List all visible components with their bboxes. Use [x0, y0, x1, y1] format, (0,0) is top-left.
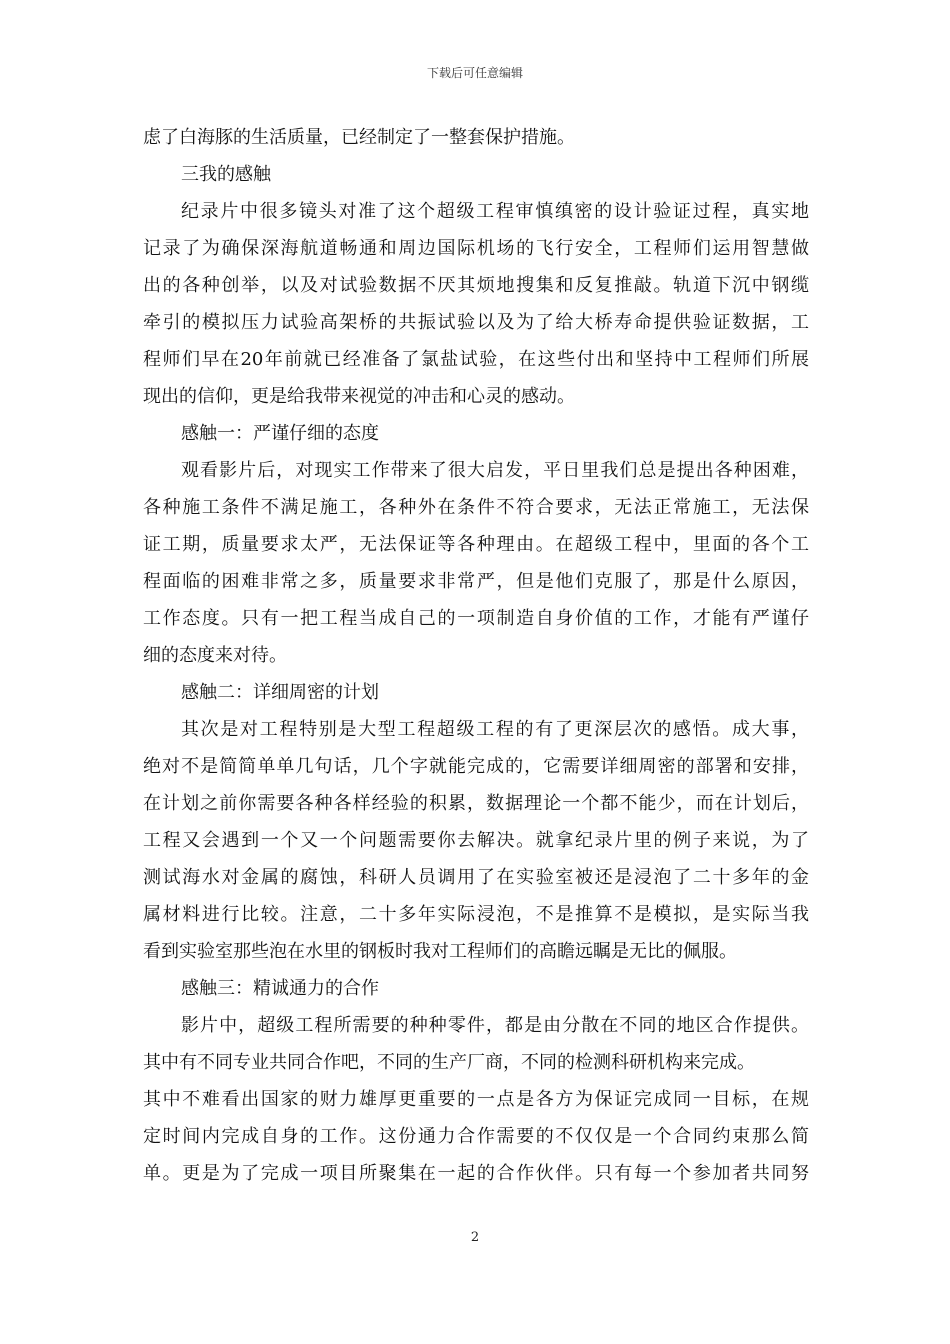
text-line: 程面临的困难非常之多，质量要求非常严，但是他们克服了，那是什么原因， — [143, 571, 809, 592]
page-number: 2 — [470, 1230, 480, 1245]
text-line: 感触三：精诚通力的合作 — [181, 978, 379, 999]
text-line: 证工期，质量要求太严，无法保证等各种理由。在超级工程中，里面的各个工 — [143, 534, 809, 555]
text-line: 感触二：详细周密的计划 — [181, 682, 379, 703]
text-line: 出的各种创举，以及对试验数据不厌其烦地搜集和反复推敲。轨道下沉中钢缆 — [143, 275, 809, 296]
text-line: 虑了白海豚的生活质量，已经制定了一整套保护措施。 — [143, 127, 575, 148]
text-line: 各种施工条件不满足施工，各种外在条件不符合要求，无法正常施工，无法保 — [143, 497, 809, 518]
text-line: 看到实验室那些泡在水里的钢板时我对工程师们的高瞻远瞩是无比的佩服。 — [143, 941, 737, 962]
text-line: 三我的感触 — [181, 164, 271, 185]
text-line: 感触一：严谨仔细的态度 — [181, 423, 379, 444]
text-line: 单。更是为了完成一项目所聚集在一起的合作伙伴。只有每一个参加者共同努 — [143, 1163, 809, 1184]
text-line: 属材料进行比较。注意，二十多年实际浸泡，不是推算不是模拟，是实际当我 — [143, 904, 809, 925]
text-line: 测试海水对金属的腐蚀，科研人员调用了在实验室被还是浸泡了二十多年的金 — [143, 867, 809, 888]
text-line: 牵引的模拟压力试验高架桥的共振试验以及为了给大桥寿命提供验证数据，工 — [143, 312, 809, 333]
text-line: 细的态度来对待。 — [143, 645, 287, 666]
text-line: 其中有不同专业共同合作吧，不同的生产厂商，不同的检测科研机构来完成。 — [143, 1052, 755, 1073]
body-text — [143, 119, 809, 1192]
text-line: 在计划之前你需要各种各样经验的积累，数据理论一个都不能少，而在计划后， — [143, 793, 809, 814]
text-line: 程师们早在20年前就已经准备了氯盐试验，在这些付出和坚持中工程师们所展 — [143, 349, 809, 370]
text-line: 工作态度。只有一把工程当成自己的一项制造自身价值的工作，才能有严谨仔 — [143, 608, 809, 629]
text-line: 影片中，超级工程所需要的种种零件，都是由分散在不同的地区合作提供。 — [181, 1015, 809, 1036]
text-line: 观看影片后，对现实工作带来了很大启发，平日里我们总是提出各种困难， — [181, 460, 809, 481]
page-header: 下载后可任意编辑 — [426, 66, 523, 80]
text-line: 其次是对工程特别是大型工程超级工程的有了更深层次的感悟。成大事， — [181, 719, 809, 740]
text-line: 工程又会遇到一个又一个问题需要你去解决。就拿纪录片里的例子来说，为了 — [143, 830, 809, 851]
text-line: 绝对不是简简单单几句话，几个字就能完成的，它需要详细周密的部署和安排， — [143, 756, 809, 777]
text-line: 现出的信仰，更是给我带来视觉的冲击和心灵的感动。 — [143, 386, 575, 407]
text-line: 记录了为确保深海航道畅通和周边国际机场的飞行安全，工程师们运用智慧做 — [143, 238, 809, 259]
text-line: 纪录片中很多镜头对准了这个超级工程审慎缜密的设计验证过程，真实地 — [181, 201, 809, 222]
text-line: 定时间内完成自身的工作。这份通力合作需要的不仅仅是一个合同约束那么简 — [143, 1126, 809, 1147]
text-line: 其中不难看出国家的财力雄厚更重要的一点是各方为保证完成同一目标，在规 — [143, 1089, 809, 1110]
